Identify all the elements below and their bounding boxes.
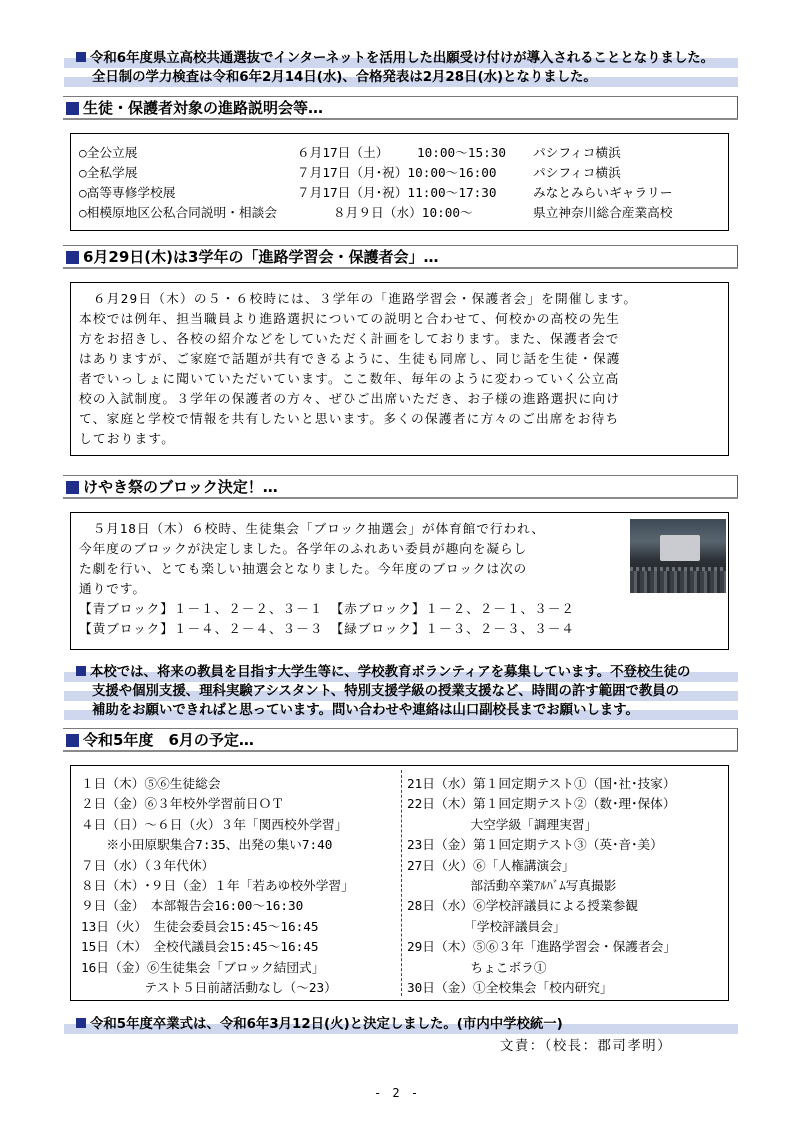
june-schedule: [70, 765, 729, 1001]
paragraph-line: て、家庭と学校で情報を共有したいと思います。多くの保護者に方々のご出席をお待ち: [79, 411, 620, 426]
column-divider: [401, 770, 402, 996]
parent-meeting-text: [70, 282, 729, 456]
paragraph-line: ６月29日（木）の５・６校時には、３学年の「進路学習会・保護者会」を開催します。: [79, 291, 638, 306]
section-heading-career-fairs: [63, 96, 738, 120]
paragraph-line: 今年度のブロックが決定しました。各学年のふれあい委員が趣向を凝らし: [79, 541, 528, 556]
schedule-item: ※小田原駅集合7:35、出発の集い7:40: [81, 837, 333, 853]
notice-line: 支援や個別支援、理科実験アシスタント、特別支援学級の授業支援など、時間の許す範囲で教員の: [92, 684, 680, 699]
notice-entrance-exam: [64, 49, 738, 87]
author-credit: 文責：（校長：郡司孝明）: [500, 1039, 672, 1054]
section-heading-june-schedule: [63, 728, 738, 752]
square-bullet-icon: [76, 666, 86, 676]
list-item: ○相模原地区公私合同説明・相談会 ８月９日（水）10:00～ 県立神奈川総合産業高校: [79, 205, 673, 220]
schedule-item: ２日（金）⑥３年校外学習前日ＯＴ: [81, 796, 284, 812]
schedule-item: 30日（金）①全校集会「校内研究」: [407, 979, 613, 995]
square-bullet-icon: [76, 1018, 86, 1028]
paragraph-line: 者でいっしょに聞いていただいています。ここ数年、毎年のように変わっていく公立高: [79, 371, 620, 386]
block-assignment: 【青ブロック】１－１、２－２、３－１ 【赤ブロック】１－２、２－１、３－２: [79, 601, 575, 616]
notice-graduation: [64, 1015, 738, 1034]
schedule-item: 部活動卒業ｱﾙﾊﾞﾑ写真撮影: [407, 877, 617, 893]
notice-line: 令和6年度県立高校共通選抜でインターネットを活用した出願受け付けが導入されることとなりました。: [90, 51, 715, 66]
heading-text: 6月29日(木)は3学年の「進路学習会・保護者会」…: [83, 248, 439, 266]
heading-text: けやき祭のブロック決定！…: [83, 478, 278, 496]
schedule-item: 15日（木） 全校代議員会15:45～16:45: [81, 939, 319, 955]
notice-line: 全日制の学力検査は令和6年2月14日(水)、合格発表は2月28日(水)となりました。: [92, 70, 597, 85]
schedule-item: 27日（火）⑥「人権講演会」: [407, 857, 575, 873]
heading-text: 生徒・保護者対象の進路説明会等…: [83, 99, 324, 117]
schedule-item: ４日（日）～６日（火）３年「関西校外学習」: [81, 816, 348, 832]
paragraph-line: しております。: [79, 431, 176, 446]
page-number: - 2 -: [373, 1086, 421, 1100]
list-item: ○高等専修学校展 ７月17日（月･祝）11:00～17:30 みなとみらいギャラリー: [79, 185, 673, 200]
section-heading-parent-meeting: [63, 245, 738, 269]
schedule-item: テスト５日前諸活動なし（～23）: [81, 979, 337, 995]
gym-assembly-photo: [630, 519, 726, 593]
paragraph-line: 校の入試制度。３学年の保護者の方々、ぜひご出席いただき、お子様の進路選択に向け: [79, 391, 621, 406]
career-fair-list: [70, 133, 729, 231]
paragraph-line: ５月18日（木）６校時、生徒集会「ブロック抽選会」が体育館で行われ、: [79, 521, 545, 536]
festival-block-text: [70, 512, 729, 650]
schedule-item: 21日（水）第１回定期テスト①（国･社･技家）: [407, 776, 676, 791]
schedule-column-left: [81, 774, 354, 998]
section-heading-keyaki-festival: [63, 475, 738, 499]
schedule-item: 「学校評議員会」: [407, 918, 566, 934]
square-bullet-icon: [76, 52, 86, 62]
schedule-item: 23日（金）第１回定期テスト③（英･音･美）: [407, 837, 663, 853]
schedule-item: 22日（木）第１回定期テスト②（数･理･保体）: [407, 796, 676, 812]
list-item: ○全公立展 ６月17日（土） 10:00～15:30 パシフィコ横浜: [79, 145, 621, 160]
schedule-item: １日（木）⑤⑥生徒総会: [81, 776, 221, 791]
schedule-item: 大空学級「調理実習」: [407, 816, 598, 832]
schedule-item: 29日（木）⑤⑥３年「進路学習会・保護者会」: [407, 939, 677, 955]
paragraph-line: 通りです。: [79, 581, 146, 596]
notice-line: 補助をお願いできればと思っています。問い合わせや連絡は山口副校長までお願いします。: [92, 703, 639, 718]
schedule-item: 28日（水）⑥学校評議員による授業参観: [407, 898, 638, 914]
notice-line: 令和5年度卒業式は、令和6年3月12日(火)と決定しました。(市内中学校統一): [90, 1017, 563, 1032]
schedule-item: ８日（木）･９日（金）１年「若あゆ校外学習」: [81, 877, 354, 893]
heading-text: 令和5年度 6月の予定…: [83, 731, 254, 749]
block-assignment: 【黄ブロック】１－４、２－４、３－３ 【緑ブロック】１－３、２－３、３－４: [79, 621, 575, 636]
paragraph-line: 方をお招きし、各校の紹介などをしていただく計画をしております。また、保護者会で: [79, 331, 620, 346]
schedule-item: 16日（金）⑥生徒集会「ブロック結団式」: [81, 959, 325, 975]
notice-line: 本校では、将来の教員を目指す大学生等に、学校教育ボランティアを募集しています。不登校生徒の: [90, 665, 691, 680]
list-item: ○全私学展 ７月17日（月･祝）10:00～16:00 パシフィコ横浜: [79, 165, 621, 180]
paragraph-line: はありますが、ご家庭で話題が共有できるように、生徒も同席し、同じ話を生徒・保護: [79, 351, 621, 366]
paragraph-line: 本校では例年、担当職員より進路選択についての説明と合わせて、何校かの高校の先生: [79, 311, 621, 326]
schedule-item: ９日（金） 本部報告会16:00～16:30: [81, 898, 304, 914]
schedule-item: 13日（火） 生徒会委員会15:45～16:45: [81, 918, 319, 934]
notice-volunteer-recruitment: [64, 663, 738, 720]
schedule-item: ７日（水）（３年代休）: [81, 857, 215, 873]
schedule-column-right: [407, 774, 676, 998]
paragraph-line: た劇を行い、とても楽しい抽選会となりました。今年度のブロックは次の: [79, 561, 528, 576]
schedule-item: ちょこボラ①: [407, 959, 547, 975]
